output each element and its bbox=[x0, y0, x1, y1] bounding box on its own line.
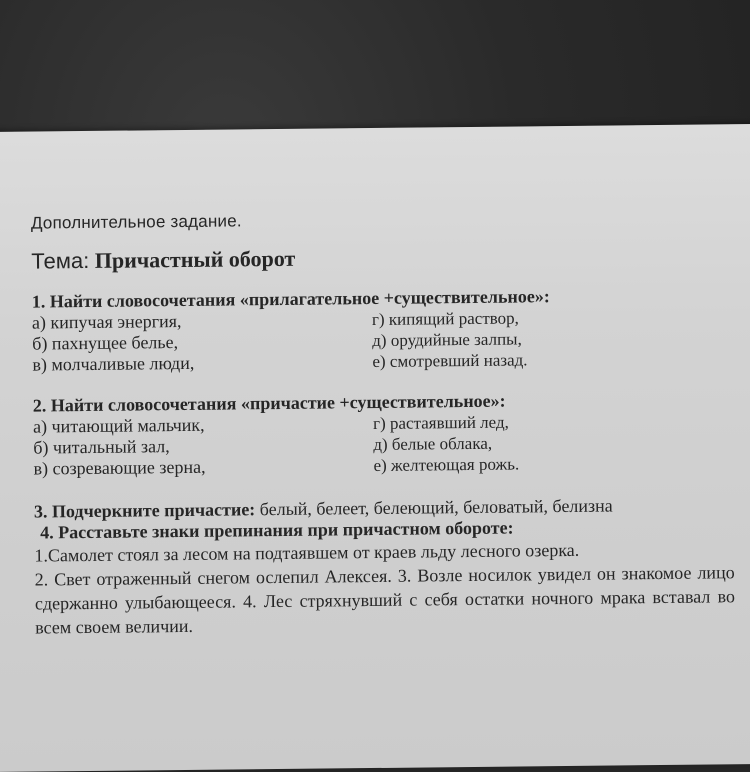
topic-prefix: Тема: bbox=[31, 247, 90, 274]
task-1-right-column bbox=[372, 305, 733, 372]
topic-heading bbox=[31, 240, 731, 275]
option-b: б) читальный зал, bbox=[33, 436, 170, 458]
task-2 bbox=[33, 388, 734, 479]
option-e: е) смотревший назад. bbox=[372, 350, 528, 372]
option-v: в) молчаливые люди, bbox=[32, 352, 195, 375]
task-4-sentences-2-4: 2. Свет отраженный снегом ослепил Алексея. 3. Возле носилок увидел он знакомое лицо сдержанно улыбающееся. 4. Лес стряхнувший с себя остатки ночного мрака вставал во всем своем величии. bbox=[34, 562, 736, 638]
worksheet-content bbox=[31, 206, 735, 639]
task-1-options bbox=[32, 305, 733, 375]
option-g: г) растаявший лед, bbox=[372, 412, 509, 434]
task-2-right-column bbox=[373, 409, 734, 476]
task-2-options bbox=[33, 409, 734, 479]
task-2-left-column bbox=[33, 413, 374, 480]
option-b: б) пахнущее белье, bbox=[32, 332, 179, 354]
option-d: д) белые облака, bbox=[373, 433, 493, 455]
option-a: а) кипучая энергия, bbox=[31, 311, 182, 333]
task-1-left-column bbox=[32, 309, 373, 376]
task-4-sentence-1: 1.Самолет стоял за лесом на подтаявшем от краев льду лесного озерка. bbox=[34, 539, 580, 566]
option-d: д) орудийные залпы, bbox=[372, 329, 522, 351]
task-1 bbox=[32, 284, 733, 375]
paper-sheet bbox=[0, 124, 750, 772]
task-1-title: 1. Найти словосочетания «прилагательное +существительное»: bbox=[31, 286, 550, 312]
option-v: в) созревающие зерна, bbox=[33, 456, 206, 479]
topic-title: Причастный оборот bbox=[94, 245, 296, 273]
extra-task-label: Дополнительное задание. bbox=[30, 211, 242, 233]
task-3-words: белый, белеет, белеющий, беловатый, белизна bbox=[259, 495, 613, 520]
option-e: е) желтеющая рожь. bbox=[373, 454, 520, 476]
option-g: г) кипящий раствор, bbox=[371, 308, 519, 330]
task-4-title: 4. Расставьте знаки препинания при причастном обороте: bbox=[40, 517, 514, 543]
option-a: а) читающий мальчик, bbox=[32, 414, 205, 437]
task-2-title: 2. Найти словосочетания «причастие +существительное»: bbox=[32, 390, 506, 416]
task-3-title: 3. Подчеркните причастие: bbox=[33, 499, 256, 522]
